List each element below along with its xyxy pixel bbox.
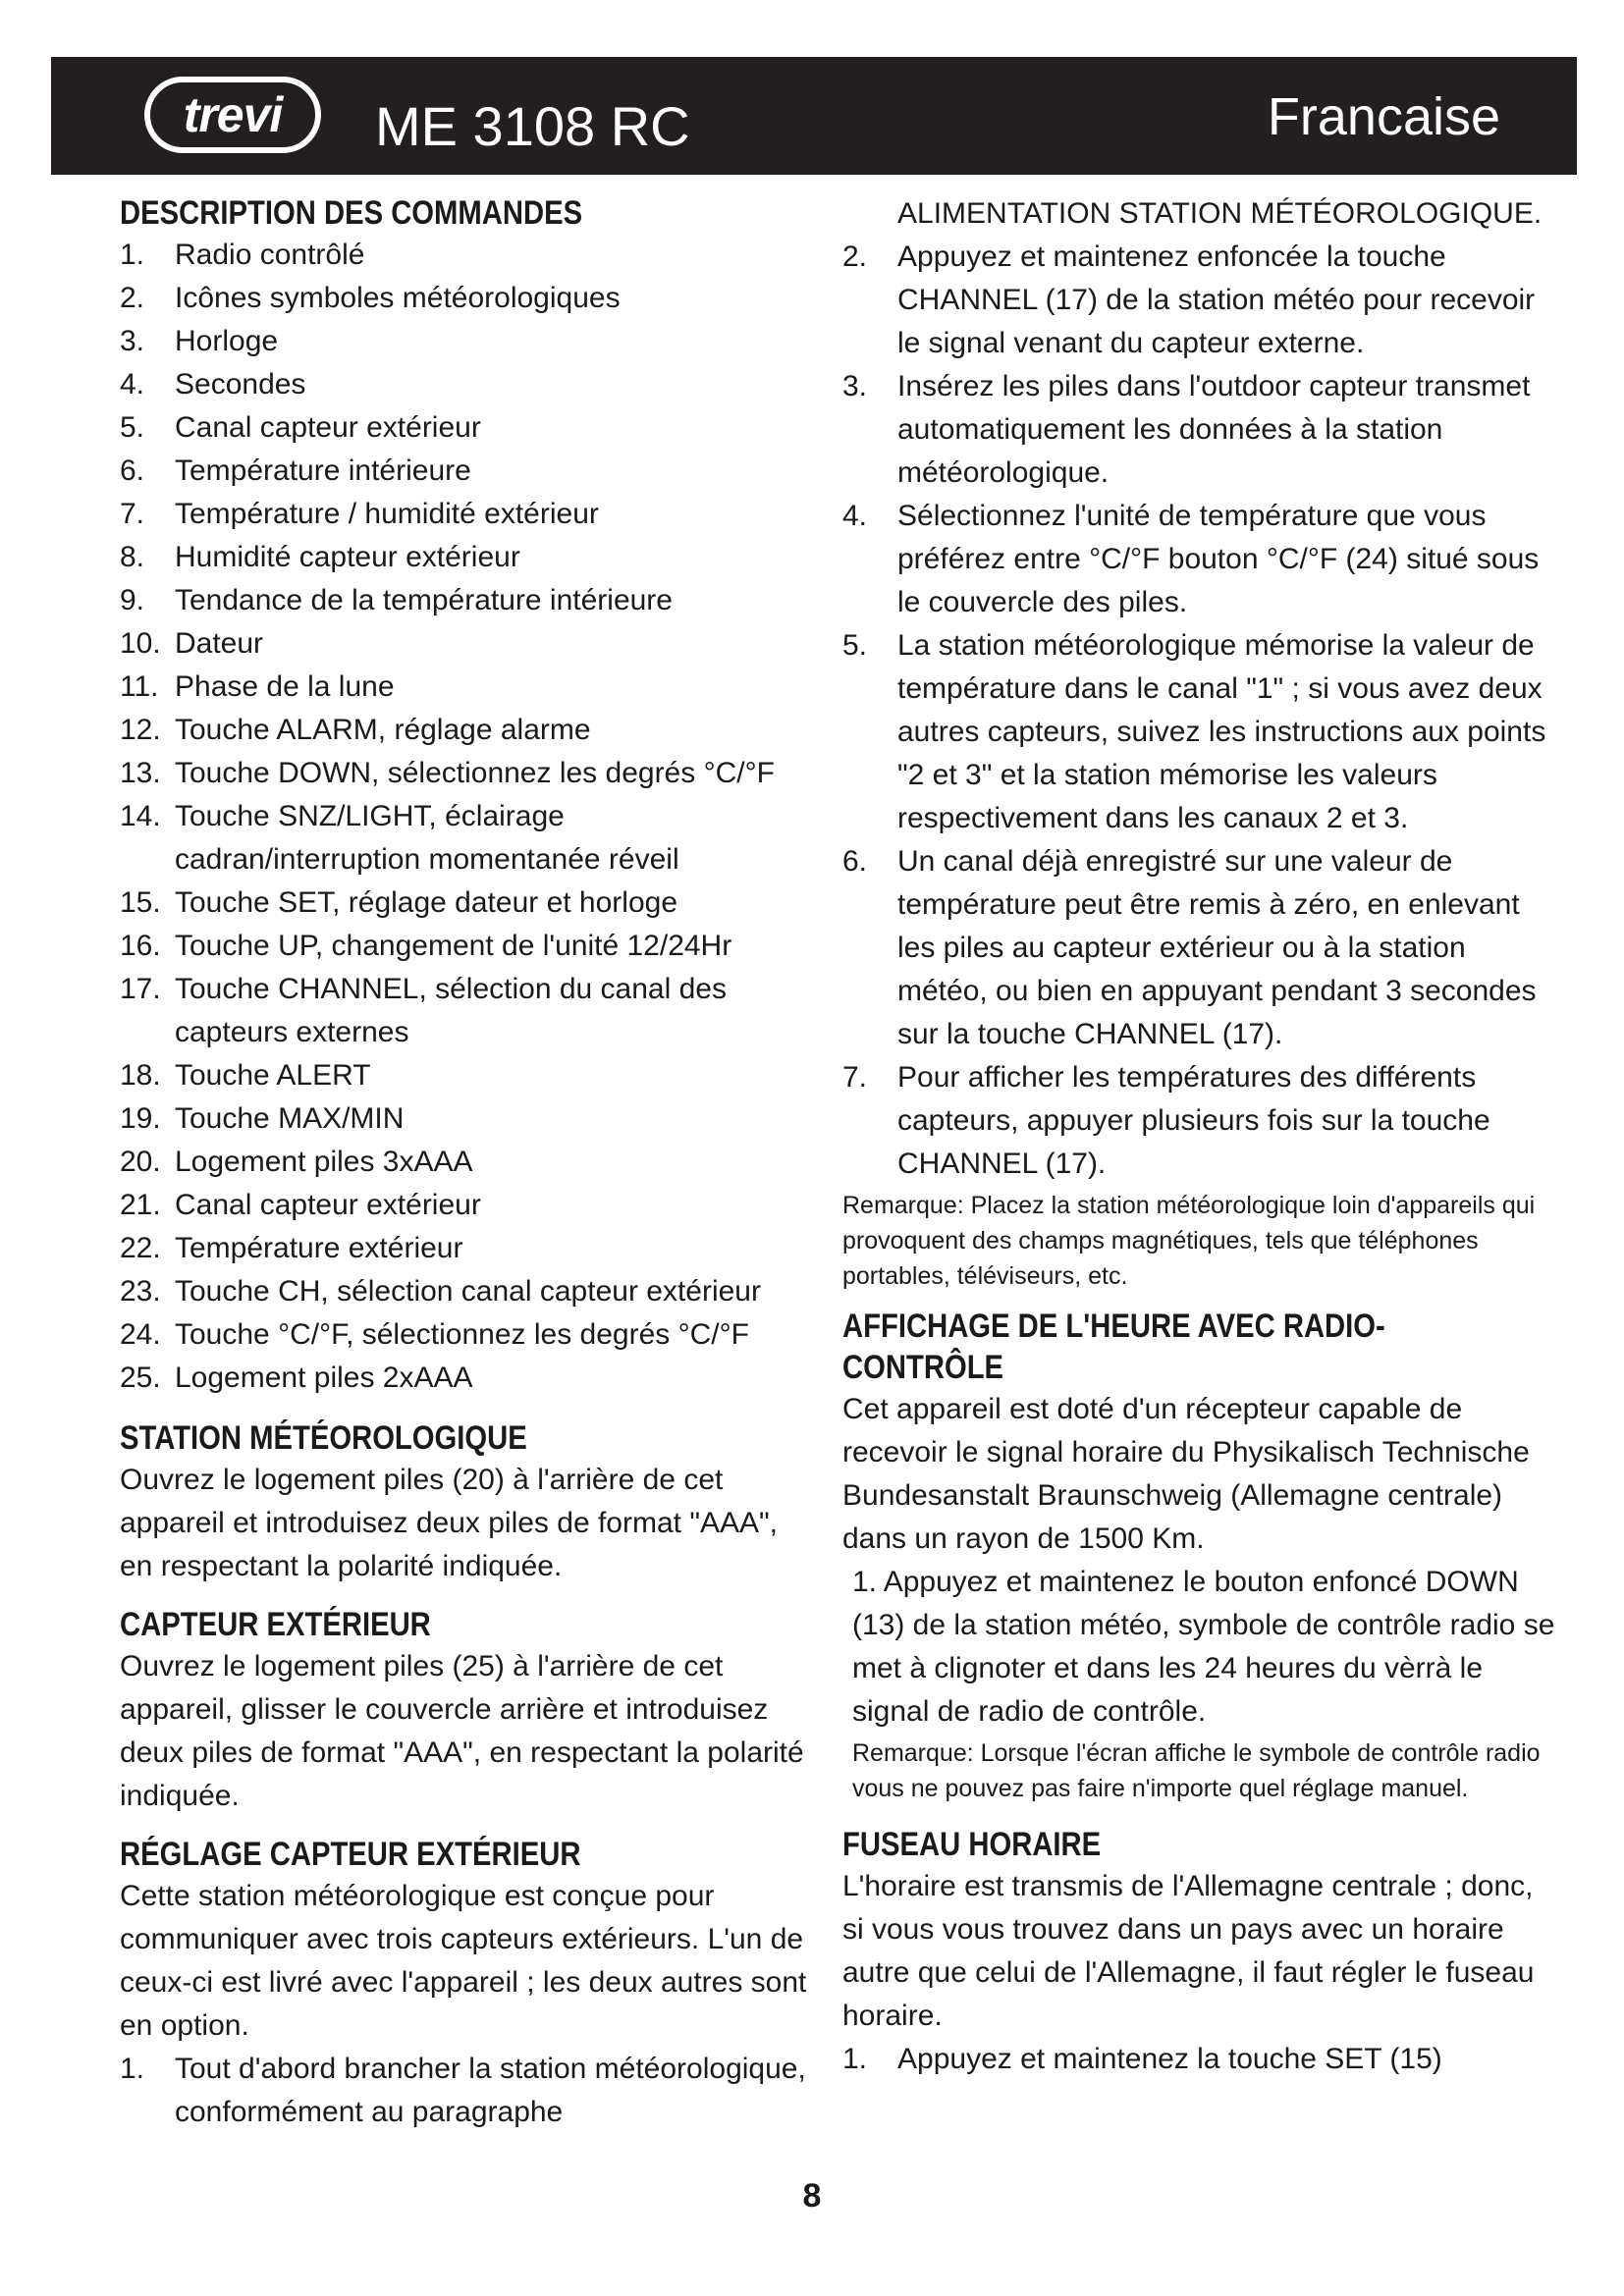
item-text: Phase de la lune bbox=[175, 670, 395, 703]
list-item bbox=[842, 624, 1559, 840]
item-text: Un canal déjà enregistré sur une valeur de température peut être remis à zéro, en enlevant les piles au capteur extérieur ou à la station météo, ou bien en appuyant pendant 3 secondes sur la touche CHANNEL (17). bbox=[897, 845, 1537, 1050]
model-title: ME 3108 RC bbox=[375, 95, 690, 157]
sensor-text: Ouvrez le logement piles (25) à l'arrière de cet appareil, glisser le couvercle arrière et introduisez deux piles de format "AAA", en respectant la polarité indiquée. bbox=[120, 1650, 804, 1812]
item-number: 24. bbox=[120, 1318, 161, 1351]
item-number: 3. bbox=[120, 325, 145, 357]
item-number: 4. bbox=[120, 368, 145, 400]
list-item bbox=[120, 2048, 807, 2134]
list-item bbox=[120, 1054, 807, 1097]
item-text: Température intérieure bbox=[175, 454, 471, 487]
list-item bbox=[842, 2038, 1559, 2081]
item-text: Touche SNZ/LIGHT, éclairage cadran/interruption momentanée réveil bbox=[175, 800, 679, 876]
item-number: 7. bbox=[120, 498, 145, 530]
item-text: Canal capteur extérieur bbox=[175, 1189, 481, 1221]
item-number: 21. bbox=[120, 1189, 161, 1221]
item-text: Touche SET, réglage dateur et horloge bbox=[175, 886, 678, 919]
list-item bbox=[120, 968, 807, 1054]
magnetic-note: Remarque: Placez la station météorologique loin d'appareils qui provoquent des champs magnétiques, tels que téléphones portables, téléviseurs, etc. bbox=[842, 1192, 1536, 1290]
item-text: Logement piles 2xAAA bbox=[175, 1362, 473, 1394]
controls-heading: DESCRIPTION DES COMMANDES bbox=[120, 194, 583, 232]
list-item bbox=[120, 925, 807, 968]
sensor-setup-heading: RÉGLAGE CAPTEUR EXTÉRIEUR bbox=[120, 1836, 581, 1873]
item-text: Humidité capteur extérieur bbox=[175, 541, 520, 573]
list-item bbox=[120, 579, 807, 622]
sensor-setup-steps bbox=[120, 2048, 807, 2134]
step-text: Appuyez et maintenez la touche SET (15) bbox=[897, 2043, 1442, 2075]
list-item bbox=[120, 881, 807, 925]
list-item bbox=[120, 752, 807, 795]
item-number: 2. bbox=[842, 240, 868, 273]
item-number: 20. bbox=[120, 1146, 161, 1178]
radio-heading: AFFICHAGE DE L'HEURE AVEC RADIO- bbox=[842, 1308, 1385, 1345]
brand-logo: trevi bbox=[144, 77, 321, 153]
step-text: Tout d'abord brancher la station météorologique, conformément au paragraphe bbox=[175, 2053, 806, 2128]
item-number: 9. bbox=[120, 584, 145, 616]
step-number: 1. bbox=[120, 2053, 145, 2085]
list-item bbox=[120, 1227, 807, 1270]
list-item bbox=[842, 236, 1559, 365]
page-number: 8 bbox=[802, 2177, 822, 2215]
timezone-heading: FUSEAU HORAIRE bbox=[842, 1826, 1102, 1863]
item-text: Secondes bbox=[175, 368, 306, 400]
item-text: Température extérieur bbox=[175, 1232, 463, 1264]
list-item bbox=[120, 709, 807, 752]
radio-text: Cet appareil est doté d'un récepteur capable de recevoir le signal horaire du Physikalisch Technische Bundesanstalt Braunschweig (Allemagne centrale) dans un rayon de 1500 Km. bbox=[842, 1393, 1530, 1555]
list-item bbox=[842, 495, 1559, 624]
continued-text: ALIMENTATION STATION MÉTÉOROLOGIQUE. bbox=[897, 197, 1543, 230]
item-number: 1. bbox=[120, 239, 145, 271]
list-item bbox=[120, 1313, 807, 1357]
item-text: Touche CHANNEL, sélection du canal des capteurs externes bbox=[175, 973, 727, 1048]
item-number: 19. bbox=[120, 1102, 161, 1135]
item-text: Radio contrôlé bbox=[175, 239, 365, 271]
list-item bbox=[120, 234, 807, 277]
left-column bbox=[120, 192, 807, 2134]
item-number: 25. bbox=[120, 1362, 161, 1394]
list-item bbox=[120, 1270, 807, 1313]
list-item bbox=[120, 277, 807, 320]
item-text: Insérez les piles dans l'outdoor capteur transmet automatiquement les données à la station météorologique. bbox=[897, 370, 1531, 489]
item-number: 12. bbox=[120, 714, 161, 746]
item-number: 11. bbox=[120, 670, 159, 703]
item-number: 22. bbox=[120, 1232, 161, 1264]
item-text: Touche ALARM, réglage alarme bbox=[175, 714, 591, 746]
item-number: 16. bbox=[120, 930, 161, 962]
list-item bbox=[120, 406, 807, 450]
item-text: Dateur bbox=[175, 627, 264, 660]
station-text: Ouvrez le logement piles (20) à l'arrière de cet appareil et introduisez deux piles de format "AAA", en respectant la polarité indiquée. bbox=[120, 1464, 778, 1582]
list-item bbox=[120, 320, 807, 363]
item-number: 15. bbox=[120, 886, 161, 919]
item-text: Appuyez et maintenez enfoncée la touche CHANNEL (17) de la station météo pour recevoir le signal venant du capteur externe. bbox=[897, 240, 1536, 359]
item-text: Touche UP, changement de l'unité 12/24Hr bbox=[175, 930, 732, 962]
list-item bbox=[120, 622, 807, 666]
header-bar bbox=[51, 57, 1577, 175]
language-label: Francaise bbox=[1267, 87, 1500, 146]
item-text: Sélectionnez l'unité de température que vous préférez entre °C/°F bouton °C/°F (24) situé sous le couvercle des piles. bbox=[897, 500, 1540, 618]
item-text: Logement piles 3xAAA bbox=[175, 1146, 473, 1178]
list-item bbox=[120, 536, 807, 579]
controls-list bbox=[120, 234, 807, 1400]
item-number: 5. bbox=[842, 629, 868, 662]
item-number: 6. bbox=[842, 845, 868, 878]
list-item bbox=[120, 363, 807, 406]
item-number: 23. bbox=[120, 1275, 161, 1308]
list-item bbox=[120, 1141, 807, 1184]
item-number: 8. bbox=[120, 541, 145, 573]
item-number: 17. bbox=[120, 973, 161, 1005]
item-text: Touche MAX/MIN bbox=[175, 1102, 405, 1135]
item-text: Température / humidité extérieur bbox=[175, 498, 599, 530]
timezone-steps bbox=[842, 2038, 1559, 2081]
station-heading: STATION MÉTÉOROLOGIQUE bbox=[120, 1419, 527, 1457]
item-text: La station météorologique mémorise la valeur de température dans le canal "1" ; si vous avez deux autres capteurs, suivez les instructions aux points "2 et 3" et la station mémorise les valeurs respectivement dans les canaux 2 et 3. bbox=[897, 629, 1546, 834]
item-number: 10. bbox=[120, 627, 161, 660]
item-text: Touche ALERT bbox=[175, 1059, 371, 1092]
item-text: Touche DOWN, sélectionnez les degrés °C/°F bbox=[175, 757, 775, 789]
item-text: Icônes symboles météorologiques bbox=[175, 282, 621, 314]
item-text: Touche CH, sélection canal capteur extérieur bbox=[175, 1275, 761, 1308]
item-number: 6. bbox=[120, 454, 145, 487]
item-text: Touche °C/°F, sélectionnez les degrés °C/°F bbox=[175, 1318, 749, 1351]
radio-note: Remarque: Lorsque l'écran affiche le symbole de contrôle radio vous ne pouvez pas faire n'importe quel réglage manuel. bbox=[852, 1739, 1541, 1802]
list-item bbox=[120, 493, 807, 536]
item-number: 2. bbox=[120, 282, 145, 314]
list-item bbox=[120, 1357, 807, 1400]
sensor-heading: CAPTEUR EXTÉRIEUR bbox=[120, 1606, 431, 1643]
item-number: 18. bbox=[120, 1059, 161, 1092]
item-text: Tendance de la température intérieure bbox=[175, 584, 673, 616]
radio-step-1: 1. Appuyez et maintenez le bouton enfoncé DOWN (13) de la station météo, symbole de contrôle radio se met à clignoter et dans les 24 heures du vèrrà le signal de radio de contrôle. bbox=[852, 1566, 1555, 1728]
item-number: 7. bbox=[842, 1061, 868, 1094]
list-item bbox=[120, 450, 807, 493]
list-item bbox=[120, 1097, 807, 1141]
item-text: Horloge bbox=[175, 325, 279, 357]
item-number: 13. bbox=[120, 757, 161, 789]
right-column bbox=[842, 192, 1559, 2081]
radio-heading-line2: CONTRÔLE bbox=[842, 1349, 1004, 1386]
item-text: Pour afficher les températures des différents capteurs, appuyer plusieurs fois sur la touche CHANNEL (17). bbox=[897, 1061, 1490, 1180]
list-item bbox=[842, 840, 1559, 1056]
item-number: 14. bbox=[120, 800, 161, 832]
list-item bbox=[120, 1184, 807, 1227]
item-number: 4. bbox=[842, 500, 868, 532]
list-item bbox=[842, 1056, 1559, 1186]
step-number: 1. bbox=[842, 2043, 868, 2075]
item-number: 5. bbox=[120, 411, 145, 444]
list-item bbox=[120, 666, 807, 709]
list-item bbox=[842, 365, 1559, 495]
item-number: 3. bbox=[842, 370, 868, 402]
item-text: Canal capteur extérieur bbox=[175, 411, 481, 444]
timezone-text: L'horaire est transmis de l'Allemagne centrale ; donc, si vous vous trouvez dans un pays avec un horaire autre que celui de l'Allemagne, il faut régler le fuseau horaire. bbox=[842, 1870, 1535, 2032]
sensor-steps-list bbox=[842, 236, 1559, 1186]
list-item bbox=[120, 795, 807, 881]
sensor-setup-text: Cette station météorologique est conçue pour communiquer avec trois capteurs extérieurs. L'un de ceux-ci est livré avec l'appareil ; les deux autres sont en option. bbox=[120, 1880, 807, 2042]
